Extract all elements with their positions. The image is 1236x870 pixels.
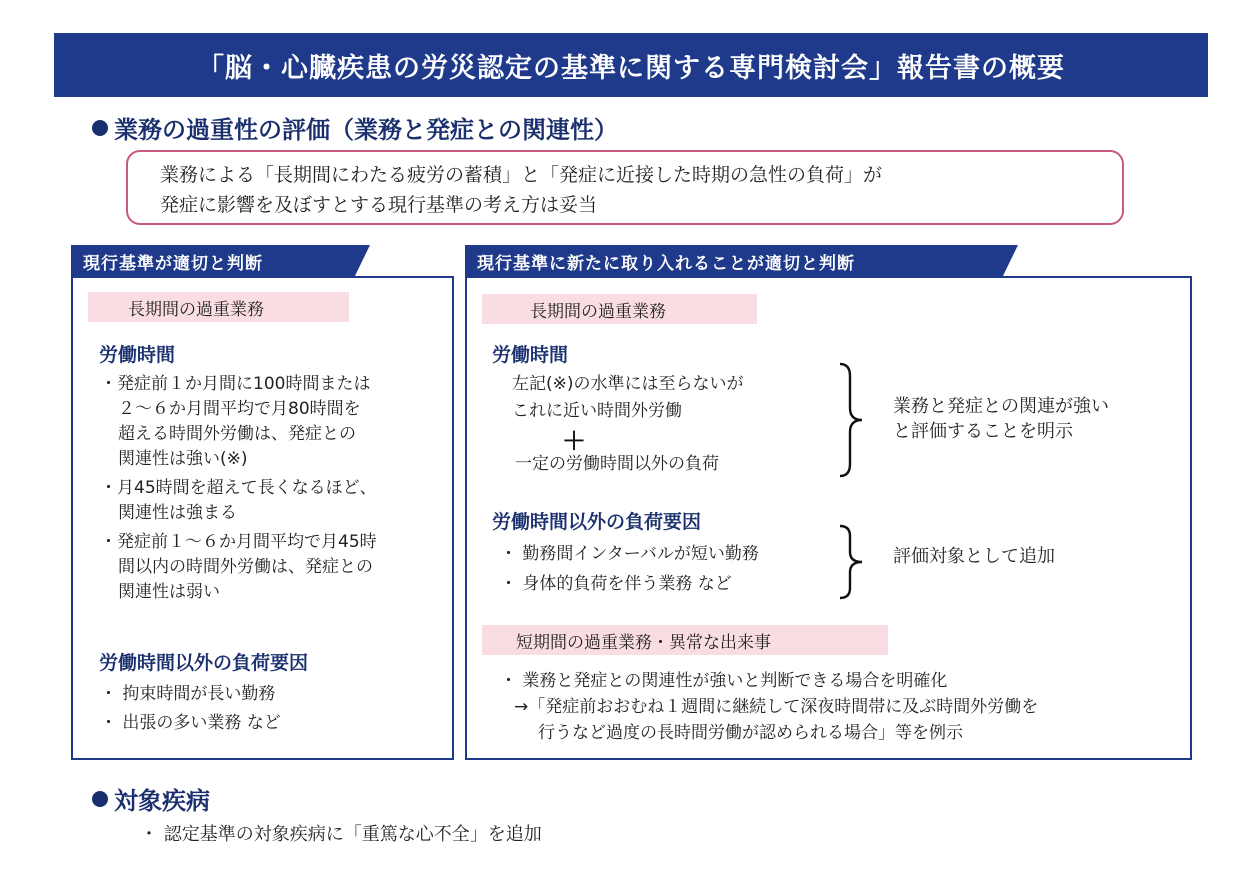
left-b1-l2: ２～６か月間平均で月80時間を — [118, 399, 361, 419]
right-short-1: ・ 業務と発症との関連性が強いと判断できる場合を明確化 — [500, 671, 948, 691]
right-brace-small-icon — [836, 524, 872, 600]
right-other-2: ・ 身体的負荷を伴う業務 など — [500, 574, 732, 594]
left-b1-l3: 超える時間外労働は、発症との — [118, 424, 356, 444]
right-short-text — [500, 668, 1180, 746]
left-b3-l1: ・発症前１～６か月間平均で月45時 — [100, 532, 377, 552]
summary-line-2: 発症に影響を及ぼすとする現行基準の考え方は妥当 — [160, 194, 598, 216]
left-b1-l4: 関連性は強い(※) — [118, 449, 248, 469]
right-chip-short-term: 短期間の過重業務・異常な出来事 — [482, 625, 888, 655]
left-chip-long-term: 長期間の過重業務 — [88, 292, 349, 322]
left-hours-heading: 労働時間 — [99, 344, 176, 366]
left-other-heading: 労働時間以外の負荷要因 — [99, 652, 309, 674]
right-hours-l3: 一定の労働時間以外の負荷 — [515, 454, 719, 474]
left-b1-l1: ・発症前１か月間に100時間または — [100, 374, 371, 394]
left-panel-tab: 現行基準が適切と判断 — [71, 245, 354, 278]
right-other-heading: 労働時間以外の負荷要因 — [492, 511, 702, 533]
right-other-1: ・ 勤務間インターバルが短い勤務 — [500, 544, 759, 564]
section1-heading-text: 業務の過重性の評価（業務と発症との関連性） — [114, 116, 618, 144]
left-b2-l1: ・月45時間を超えて長くなるほど、 — [100, 478, 377, 498]
summary-box — [126, 150, 1124, 225]
left-other-1: ・ 拘束時間が長い勤務 — [100, 684, 276, 704]
page-title: 「脳・心臓疾患の労災認定の基準に関する専門検討会」報告書の概要 — [54, 33, 1208, 97]
bullet-dot-icon — [92, 791, 108, 807]
bullet-dot-icon — [92, 120, 108, 136]
right-hours-l1: 左記(※)の水準には至らないが — [512, 374, 744, 394]
left-b3-l2: 間以内の時間外労働は、発症との — [118, 557, 373, 577]
left-b2-l2: 関連性は強まる — [118, 503, 237, 523]
right-hours-text — [512, 371, 842, 425]
right-hours-result — [893, 394, 1183, 444]
plus-icon: ＋ — [562, 427, 586, 455]
right-other-bullets — [500, 539, 840, 599]
right-short-2-l2: 行うなど過度の長時間労働が認められる場合」等を例示 — [538, 723, 963, 743]
right-brace-icon — [836, 362, 872, 478]
right-hours-result-l2: と評価することを明示 — [893, 421, 1073, 442]
section2-item: ・ 認定基準の対象疾病に「重篤な心不全」を追加 — [140, 824, 542, 845]
section2-heading-text: 対象疾病 — [114, 787, 210, 815]
left-b3-l3: 関連性は弱い — [118, 582, 220, 602]
section1-heading — [92, 110, 618, 145]
right-short-2-l1: →「発症前おおむね１週間に継続して深夜時間帯に及ぶ時間外労働を — [514, 697, 1039, 717]
right-chip-long-term: 長期間の過重業務 — [482, 294, 757, 324]
right-hours-l2: これに近い時間外労働 — [512, 401, 682, 421]
summary-line-1: 業務による「長期間にわたる疲労の蓄積」と「発症に近接した時期の急性の負荷」が — [160, 164, 883, 186]
right-hours-result-l1: 業務と発症との関連が強い — [893, 396, 1109, 417]
left-hours-bullets — [100, 372, 440, 605]
right-hours-heading: 労働時間 — [492, 344, 569, 366]
right-panel-tab: 現行基準に新たに取り入れることが適切と判断 — [465, 245, 1002, 278]
left-other-2: ・ 出張の多い業務 など — [100, 713, 281, 733]
right-other-result: 評価対象として追加 — [893, 546, 1055, 567]
section2-heading — [92, 781, 210, 816]
left-other-bullets — [100, 680, 440, 738]
